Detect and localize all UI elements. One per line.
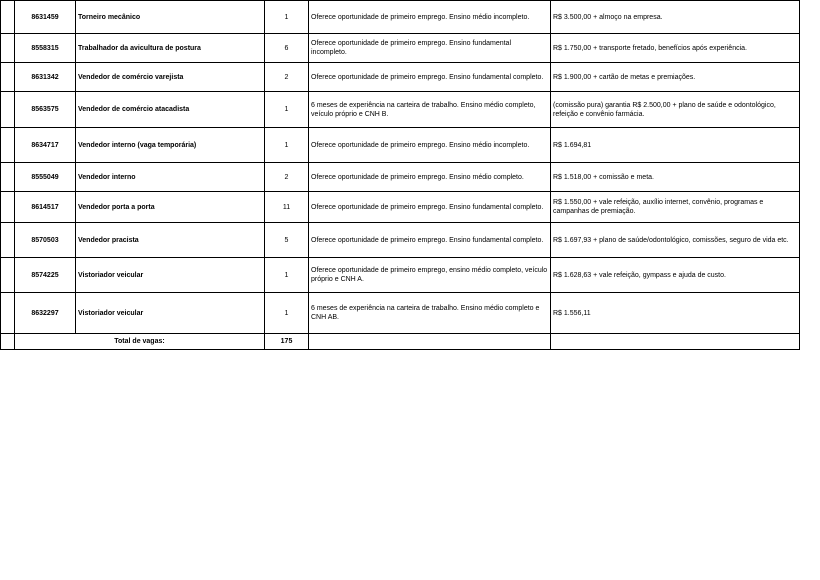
requirements-cell: 6 meses de experiência na carteira de trabalho. Ensino médio completo, veículo próprio e CNH B.	[309, 92, 551, 128]
row-gutter-cell	[1, 128, 15, 163]
job-code-cell: 8631459	[15, 1, 76, 34]
row-gutter-cell	[1, 293, 15, 334]
vacancy-count-cell: 11	[265, 192, 309, 223]
vacancy-count-cell: 1	[265, 293, 309, 334]
job-code-cell: 8614517	[15, 192, 76, 223]
job-title-cell: Torneiro mecânico	[76, 1, 265, 34]
vacancy-count-cell: 5	[265, 223, 309, 258]
row-gutter-cell	[1, 92, 15, 128]
job-title-cell: Vistoriador veicular	[76, 293, 265, 334]
vacancy-count-cell: 1	[265, 258, 309, 293]
row-gutter-cell	[1, 1, 15, 34]
job-code-cell: 8558315	[15, 34, 76, 63]
requirements-cell: Oferece oportunidade de primeiro emprego, ensino médio completo, veículo próprio e CNH A.	[309, 258, 551, 293]
job-title-cell: Vendedor de comércio atacadista	[76, 92, 265, 128]
job-title-cell: Vendedor porta a porta	[76, 192, 265, 223]
salary-benefits-cell: R$ 1.694,81	[551, 128, 800, 163]
salary-benefits-cell: R$ 1.518,00 + comissão e meta.	[551, 163, 800, 192]
vacancy-count-cell: 2	[265, 163, 309, 192]
total-vacancies-value: 175	[265, 334, 309, 350]
job-code-cell: 8631342	[15, 63, 76, 92]
table-row	[1, 128, 800, 163]
vacancy-count-cell: 1	[265, 1, 309, 34]
job-code-cell: 8634717	[15, 128, 76, 163]
vacancy-count-cell: 1	[265, 92, 309, 128]
job-title-cell: Vendedor pracista	[76, 223, 265, 258]
salary-benefits-cell: R$ 3.500,00 + almoço na empresa.	[551, 1, 800, 34]
job-code-cell: 8570503	[15, 223, 76, 258]
salary-benefits-cell: R$ 1.550,00 + vale refeição, auxílio internet, convênio, programas e campanhas de premiação.	[551, 192, 800, 223]
job-code-cell: 8574225	[15, 258, 76, 293]
job-code-cell: 8555049	[15, 163, 76, 192]
job-code-cell: 8632297	[15, 293, 76, 334]
table-row	[1, 192, 800, 223]
empty-cell	[551, 334, 800, 350]
row-gutter-cell	[1, 334, 15, 350]
row-gutter-cell	[1, 258, 15, 293]
salary-benefits-cell: R$ 1.750,00 + transporte fretado, benefícios após experiência.	[551, 34, 800, 63]
job-title-cell: Trabalhador da avicultura de postura	[76, 34, 265, 63]
salary-benefits-cell: R$ 1.900,00 + cartão de metas e premiações.	[551, 63, 800, 92]
job-title-cell: Vendedor de comércio varejista	[76, 63, 265, 92]
table-row	[1, 223, 800, 258]
requirements-cell: Oferece oportunidade de primeiro emprego. Ensino médio incompleto.	[309, 128, 551, 163]
requirements-cell: Oferece oportunidade de primeiro emprego. Ensino fundamental completo.	[309, 223, 551, 258]
table-row	[1, 92, 800, 128]
job-title-cell: Vendedor interno (vaga temporária)	[76, 128, 265, 163]
job-title-cell: Vistoriador veicular	[76, 258, 265, 293]
vacancy-count-cell: 2	[265, 63, 309, 92]
vacancy-count-cell: 1	[265, 128, 309, 163]
row-gutter-cell	[1, 63, 15, 92]
table-row	[1, 63, 800, 92]
requirements-cell: Oferece oportunidade de primeiro emprego. Ensino fundamental incompleto.	[309, 34, 551, 63]
table-row	[1, 293, 800, 334]
salary-benefits-cell: R$ 1.628,63 + vale refeição, gympass e ajuda de custo.	[551, 258, 800, 293]
vacancy-count-cell: 6	[265, 34, 309, 63]
salary-benefits-cell: (comissão pura) garantia R$ 2.500,00 + plano de saúde e odontológico, refeição e convênio farmácia.	[551, 92, 800, 128]
row-gutter-cell	[1, 34, 15, 63]
row-gutter-cell	[1, 163, 15, 192]
job-title-cell: Vendedor interno	[76, 163, 265, 192]
requirements-cell: Oferece oportunidade de primeiro emprego. Ensino médio incompleto.	[309, 1, 551, 34]
total-label: Total de vagas:	[15, 334, 265, 350]
requirements-cell: Oferece oportunidade de primeiro emprego. Ensino fundamental completo.	[309, 192, 551, 223]
total-row	[1, 334, 800, 350]
table-row	[1, 34, 800, 63]
salary-benefits-cell: R$ 1.556,11	[551, 293, 800, 334]
empty-cell	[309, 334, 551, 350]
table-row	[1, 163, 800, 192]
job-code-cell: 8563575	[15, 92, 76, 128]
table-row	[1, 258, 800, 293]
requirements-cell: Oferece oportunidade de primeiro emprego. Ensino médio completo.	[309, 163, 551, 192]
job-rows	[1, 1, 800, 350]
salary-benefits-cell: R$ 1.697,93 + plano de saúde/odontológico, comissões, seguro de vida etc.	[551, 223, 800, 258]
requirements-cell: Oferece oportunidade de primeiro emprego. Ensino fundamental completo.	[309, 63, 551, 92]
table-row	[1, 1, 800, 34]
row-gutter-cell	[1, 223, 15, 258]
row-gutter-cell	[1, 192, 15, 223]
requirements-cell: 6 meses de experiência na carteira de trabalho. Ensino médio completo e CNH AB.	[309, 293, 551, 334]
